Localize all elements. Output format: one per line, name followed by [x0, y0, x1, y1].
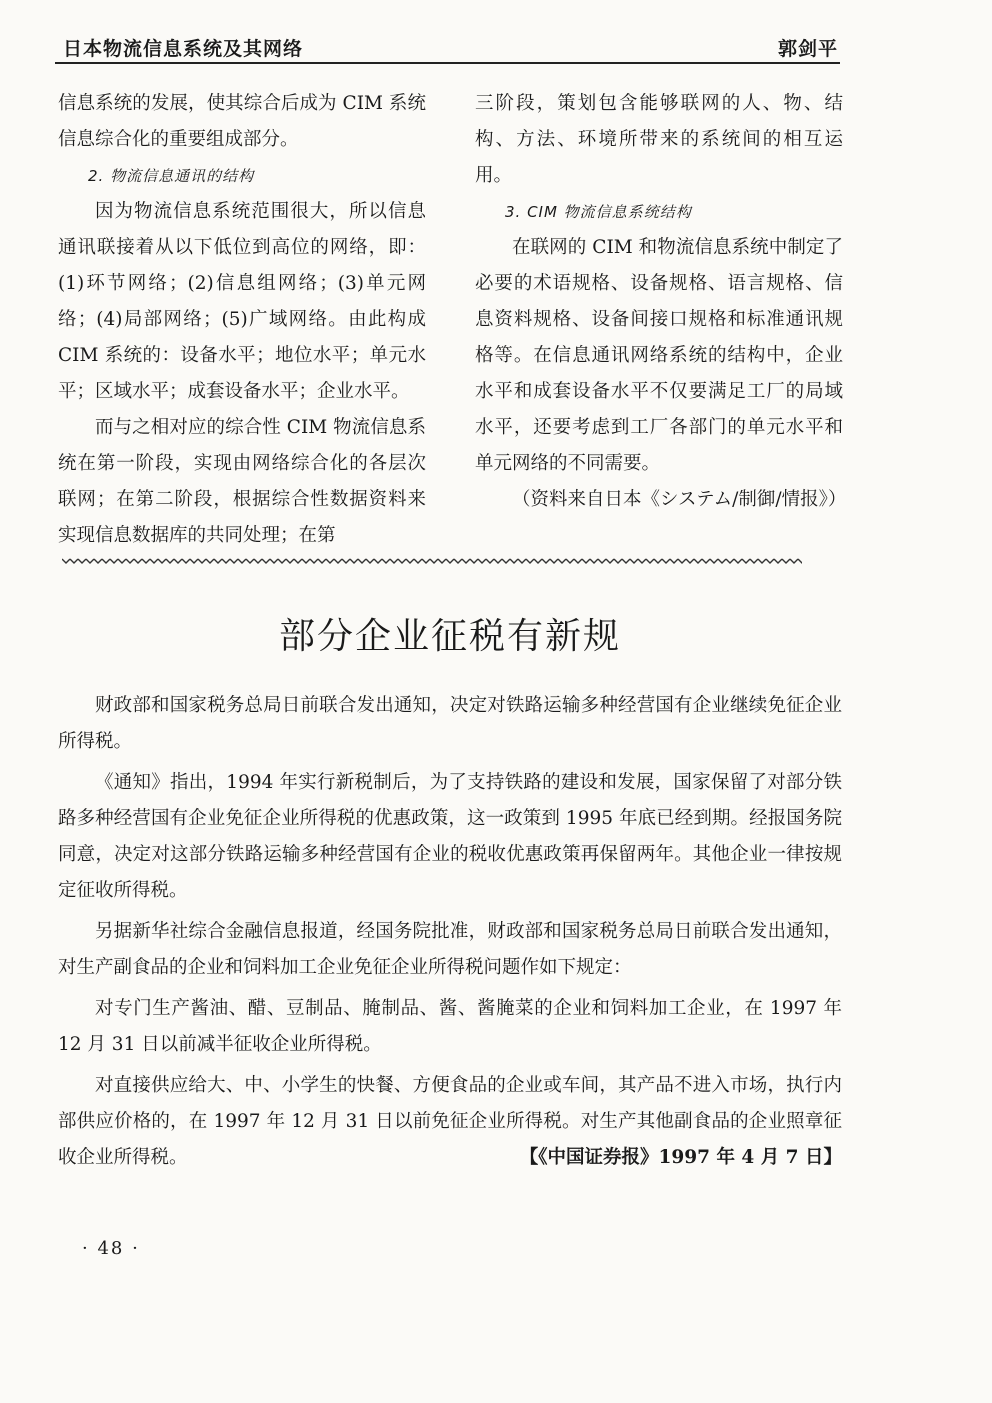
article-source: 【《中国证券报》1997 年 4 月 7 日】	[519, 1147, 842, 1168]
article-body	[58, 688, 842, 1181]
right-column	[475, 86, 847, 518]
article-last-text: 对直接供应给大、中、小学生的快餐、方便食品的企业或车间，其产品不进入市场，执行内部供应价格的，在 1997 年 12 月 31 日以前免征企业所得税。对生产其他副食品的企业照章征收企业所得税。	[58, 1075, 842, 1168]
article-paragraph-3: 另据新华社综合金融信息报道，经国务院批准，财政部和国家税务总局日前联合发出通知，对生产副食品的企业和饲料加工企业免征企业所得税问题作如下规定：	[58, 921, 842, 978]
decorative-divider	[62, 557, 802, 565]
left-subheading: 2. 物流信息通讯的结构	[88, 167, 255, 185]
header-title: 日本物流信息系统及其网络	[63, 38, 304, 60]
article-paragraph-2: 《通知》指出，1994 年实行新税制后，为了支持铁路的建设和发展，国家保留了对部分铁路多种经营国有企业免征企业所得税的优惠政策，这一政策到 1995 年底已经到期。经报国务院同意，决定对这部分铁路运输多种经营国有企业的税收优惠政策再保留两年。其他企业一律按规定征收所得税。	[58, 772, 842, 901]
left-paragraph-1: 信息系统的发展，使其综合后成为 CIM 系统信息综合化的重要组成部分。	[58, 93, 426, 150]
right-paragraph-2: 在联网的 CIM 和物流信息系统中制定了必要的术语规格、设备规格、语言规格、信息资料规格、设备间接口规格和标准通讯规格等。在信息通讯网络系统的结构中，企业水平和成套设备水平不仅要满足工厂的局域水平，还要考虑到工厂各部门的单元水平和单元网络的不同需要。	[475, 237, 843, 474]
left-paragraph-2: 因为物流信息系统范围很大，所以信息通讯联接着从以下低位到高位的网络，即：(1)环节网络；(2)信息组网络；(3)单元网络；(4)局部网络；(5)广域网络。由此构成 CIM 系统的：设备水平；地位水平；单元水平；区域水平；成套设备水平；企业水平。	[58, 201, 426, 402]
left-paragraph-3: 而与之相对应的综合性 CIM 物流信息系统在第一阶段，实现由网络综合化的各层次联网；在第二阶段，根据综合性数据资料来实现信息数据库的共同处理；在第	[58, 417, 426, 546]
right-source-note: （资料来自日本《システム/制御/情报》）	[512, 489, 847, 510]
article-paragraph-5	[58, 1068, 842, 1176]
article-title: 部分企业征税有新规	[278, 616, 621, 657]
left-column	[58, 86, 426, 554]
header-author: 郭剑平	[777, 38, 838, 60]
right-subheading: 3. CIM 物流信息系统结构	[505, 203, 692, 221]
right-paragraph-1: 三阶段，策划包含能够联网的人、物、结构、方法、环境所带来的系统间的相互运用。	[475, 93, 843, 186]
running-header	[55, 28, 840, 64]
article-paragraph-4: 对专门生产酱油、醋、豆制品、腌制品、酱、酱腌菜的企业和饲料加工企业，在 1997 年 12 月 31 日以前减半征收企业所得税。	[58, 998, 842, 1055]
page-number: · 48 ·	[82, 1238, 140, 1259]
article-paragraph-1: 财政部和国家税务总局日前联合发出通知，决定对铁路运输多种经营国有企业继续免征企业所得税。	[58, 695, 842, 752]
